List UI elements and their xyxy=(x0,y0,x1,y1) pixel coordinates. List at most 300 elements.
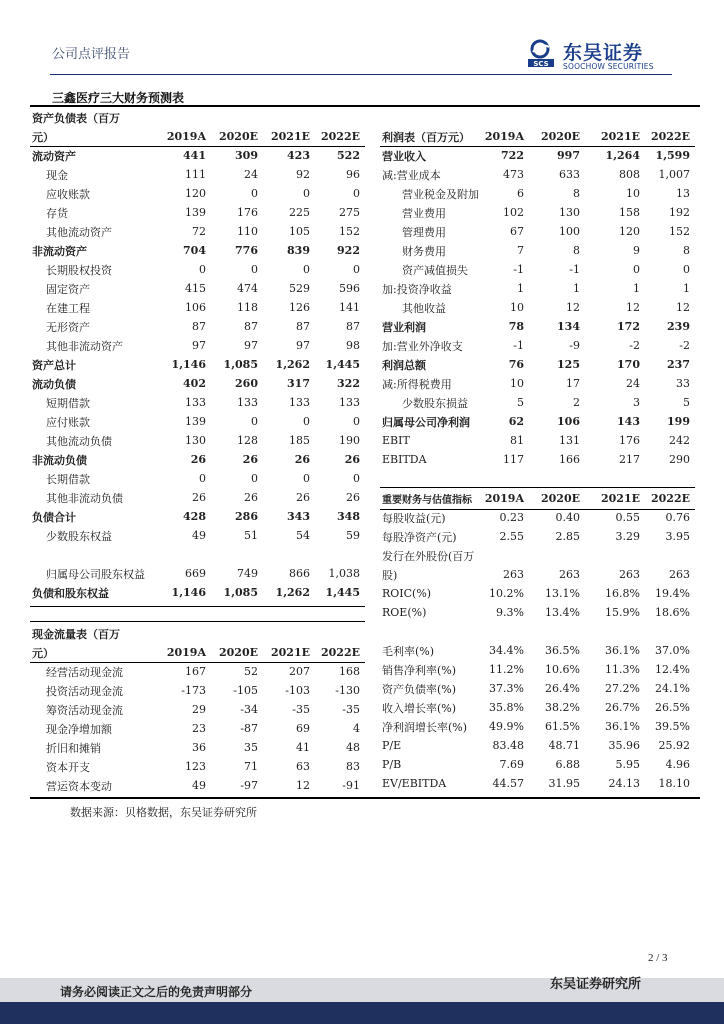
km-row-label: 发行在外股份(百万 xyxy=(382,549,475,563)
bs-cell: 111 xyxy=(185,168,206,181)
bs-cell: 98 xyxy=(346,339,360,352)
cf-year-header: 2021E xyxy=(271,646,310,659)
bs-row xyxy=(32,583,362,602)
km-cell: 13.1% xyxy=(545,587,580,600)
is-cell: 100 xyxy=(559,225,580,238)
is-cell: 8 xyxy=(573,244,580,257)
bs-cell: 87 xyxy=(192,320,206,333)
km-row-label: ROE(%) xyxy=(382,606,427,619)
bs-cell: 1,262 xyxy=(275,358,310,371)
is-cell: 1 xyxy=(573,282,580,295)
header-divider xyxy=(50,74,672,75)
is-cell: 10 xyxy=(510,377,524,390)
is-row xyxy=(382,146,692,165)
is-cell: 1,264 xyxy=(605,149,640,162)
bs-row xyxy=(32,184,362,203)
km-cell: 35.8% xyxy=(489,701,524,714)
bs-cell: 97 xyxy=(192,339,206,352)
bs-cell: 286 xyxy=(235,510,258,523)
km-cell: 61.5% xyxy=(545,720,580,733)
bs-cell: 0 xyxy=(303,263,310,276)
km-cell: 34.4% xyxy=(489,644,524,657)
is-row xyxy=(382,374,692,393)
is-cell: 239 xyxy=(667,320,690,333)
bs-row xyxy=(32,165,362,184)
is-row-label: EBIT xyxy=(382,434,410,447)
is-cell: 13 xyxy=(676,187,690,200)
is-row-label: 资产减值损失 xyxy=(402,263,468,277)
is-cell: 6 xyxy=(517,187,524,200)
cf-cell: 63 xyxy=(296,760,310,773)
bs-row-label: 资产总计 xyxy=(32,358,76,372)
km-row-label: P/E xyxy=(382,739,402,752)
cf-cell: 29 xyxy=(192,703,206,716)
disclaimer-notice: 请务必阅读正文之后的免责声明部分 xyxy=(60,985,253,999)
is-year-header: 2019A xyxy=(484,130,524,143)
is-row-label: 管理费用 xyxy=(402,225,446,239)
is-cell: -9 xyxy=(569,339,580,352)
bs-cell: 0 xyxy=(353,415,360,428)
km-cell: 36.1% xyxy=(605,720,640,733)
cf-cell: 12 xyxy=(296,779,310,792)
km-cell: 27.2% xyxy=(605,682,640,695)
is-row xyxy=(382,279,692,298)
is-cell: 1 xyxy=(633,282,640,295)
bs-cell: 105 xyxy=(289,225,310,238)
bs-row xyxy=(32,431,362,450)
is-row-label: 加:营业外净收支 xyxy=(382,339,463,353)
is-cell: 130 xyxy=(559,206,580,219)
bs-cell: 120 xyxy=(185,187,206,200)
bottom-rule xyxy=(30,797,700,799)
cf-cell: -91 xyxy=(342,779,360,792)
bs-cell: 51 xyxy=(244,529,258,542)
top-rule xyxy=(30,105,700,107)
is-row-label: 财务费用 xyxy=(402,244,446,258)
bs-row-label: 其他流动资产 xyxy=(46,225,112,239)
is-cell: 76 xyxy=(508,358,524,371)
km-cell: 26.4% xyxy=(545,682,580,695)
cf-row-label: 折旧和摊销 xyxy=(46,741,101,755)
income-statement-table xyxy=(382,127,692,469)
balance-sheet-table xyxy=(32,108,362,602)
km-title: 重要财务与估值指标 xyxy=(382,495,472,506)
is-cell: 199 xyxy=(667,415,690,428)
bs-cell: 110 xyxy=(237,225,258,238)
km-cell: 3.95 xyxy=(665,530,690,543)
is-cell: 10 xyxy=(626,187,640,200)
is-cell: 102 xyxy=(503,206,524,219)
km-header-row xyxy=(382,489,692,508)
km-cell: 6.88 xyxy=(555,758,580,771)
bs-row-label: 固定资产 xyxy=(46,282,90,296)
bs-cell: 309 xyxy=(235,149,258,162)
km-cell: 13.4% xyxy=(545,606,580,619)
is-cell: 117 xyxy=(503,453,524,466)
km-cell: 16.8% xyxy=(605,587,640,600)
is-cell: -1 xyxy=(569,263,580,276)
km-year-header: 2019A xyxy=(484,492,524,505)
bs-cell: 402 xyxy=(183,377,206,390)
km-cell: 4.96 xyxy=(665,758,690,771)
bs-cell: 922 xyxy=(337,244,360,257)
is-cell: 81 xyxy=(510,434,524,447)
is-row xyxy=(382,241,692,260)
cf-row xyxy=(32,681,362,700)
cf-cell: 35 xyxy=(244,741,258,754)
km-cell: 263 xyxy=(619,568,640,581)
km-cell: 24.13 xyxy=(608,777,640,790)
bs-row-label: 非流动资产 xyxy=(32,244,87,258)
bs-row xyxy=(32,355,362,374)
is-cell: 997 xyxy=(557,149,580,162)
bs-header-row xyxy=(32,127,362,146)
km-cell: 11.2% xyxy=(489,663,524,676)
logo-text-en: SOOCHOW SECURITIES xyxy=(563,62,654,71)
bs-cell: 130 xyxy=(185,434,206,447)
is-row-label: 归属母公司净利润 xyxy=(382,415,470,429)
bs-row xyxy=(32,393,362,412)
table-title: 三鑫医疗三大财务预测表 xyxy=(52,91,185,105)
bs-cell: 441 xyxy=(183,149,206,162)
is-cell: 172 xyxy=(617,320,640,333)
km-row-label: 销售净利率(%) xyxy=(382,663,457,677)
is-title: 利润表（百万元） xyxy=(382,130,470,144)
bs-cell: 133 xyxy=(289,396,310,409)
bs-year-header: 2021E xyxy=(271,130,310,143)
bs-cell: 529 xyxy=(289,282,310,295)
bs-cell: 260 xyxy=(235,377,258,390)
km-cell: 5.95 xyxy=(615,758,640,771)
bs-row xyxy=(32,260,362,279)
bs-cell: 428 xyxy=(183,510,206,523)
bs-row xyxy=(32,279,362,298)
km-cell: 0.76 xyxy=(665,511,690,524)
bs-bottom-rule xyxy=(30,606,365,607)
is-cell: 78 xyxy=(508,320,524,333)
is-cell: -1 xyxy=(513,263,524,276)
cf-title: 现金流量表（百万 xyxy=(32,627,120,641)
bs-row xyxy=(32,450,362,469)
bs-title-cont: 元） xyxy=(32,130,54,144)
is-cell: -1 xyxy=(513,339,524,352)
bs-cell: 118 xyxy=(237,301,258,314)
is-header-row xyxy=(382,127,692,146)
logo-text-cn: 东吴证券 xyxy=(563,42,644,64)
is-row xyxy=(382,203,692,222)
km-row-label: EV/EBITDA xyxy=(382,777,447,790)
cf-row-label: 资本开支 xyxy=(46,760,90,774)
cf-cell: -103 xyxy=(285,684,310,697)
bs-cell: 0 xyxy=(199,263,206,276)
bs-cell: 317 xyxy=(287,377,310,390)
km-cell: 36.5% xyxy=(545,644,580,657)
bs-cell: 106 xyxy=(185,301,206,314)
km-cell: 263 xyxy=(503,568,524,581)
km-cell: 48.71 xyxy=(548,739,580,752)
bs-cell: 126 xyxy=(289,301,310,314)
km-cell: 9.3% xyxy=(496,606,524,619)
km-cell: 0.40 xyxy=(555,511,580,524)
is-row-label: 营业利润 xyxy=(382,320,426,334)
bs-cell: 26 xyxy=(192,491,206,504)
cf-row xyxy=(32,662,362,681)
km-row-label: P/B xyxy=(382,758,402,771)
km-cell: 2.55 xyxy=(499,530,524,543)
is-row xyxy=(382,298,692,317)
is-cell: -2 xyxy=(629,339,640,352)
is-row-label: 加:投资净收益 xyxy=(382,282,452,296)
km-cell: 24.1% xyxy=(655,682,690,695)
cf-cell: -34 xyxy=(240,703,258,716)
bs-cell: 128 xyxy=(237,434,258,447)
is-cell: 9 xyxy=(633,244,640,257)
cf-cell: -173 xyxy=(181,684,206,697)
is-cell: 120 xyxy=(619,225,640,238)
km-row-label: 每股净资产(元) xyxy=(382,530,457,544)
is-cell: 17 xyxy=(566,377,580,390)
is-cell: 12 xyxy=(626,301,640,314)
bs-cell: 704 xyxy=(183,244,206,257)
km-cell: 3.29 xyxy=(615,530,640,543)
is-row-label: 营业费用 xyxy=(402,206,446,220)
bs-cell: 26 xyxy=(244,491,258,504)
is-cell: 7 xyxy=(517,244,524,257)
bs-cell: 87 xyxy=(346,320,360,333)
bs-title-row xyxy=(32,108,362,127)
bs-cell: 1,262 xyxy=(275,586,310,599)
is-cell: 0 xyxy=(683,263,690,276)
bs-row-label: 流动负债 xyxy=(32,377,76,391)
bs-row-label: 其他流动负债 xyxy=(46,434,112,448)
bs-row xyxy=(32,222,362,241)
cf-cell: 123 xyxy=(185,760,206,773)
km-row xyxy=(382,717,692,736)
cf-title-cont: 元） xyxy=(32,646,54,660)
bs-row xyxy=(32,507,362,526)
bs-cell: 26 xyxy=(296,491,310,504)
bs-cell: 26 xyxy=(344,453,360,466)
is-row-label: 营业收入 xyxy=(382,149,426,163)
cf-row xyxy=(32,700,362,719)
is-year-header: 2020E xyxy=(541,130,580,143)
is-row xyxy=(382,165,692,184)
km-cell: 263 xyxy=(669,568,690,581)
is-cell: 1,599 xyxy=(655,149,690,162)
is-cell: 242 xyxy=(669,434,690,447)
bs-cell: 415 xyxy=(185,282,206,295)
bs-row xyxy=(32,203,362,222)
cf-cell: 41 xyxy=(296,741,310,754)
cf-row xyxy=(32,757,362,776)
km-row xyxy=(382,660,692,679)
bs-cell: 0 xyxy=(353,472,360,485)
km-cell: 263 xyxy=(559,568,580,581)
cf-cell: -130 xyxy=(335,684,360,697)
km-year-header: 2021E xyxy=(601,492,640,505)
km-row-label: ROIC(%) xyxy=(382,587,432,600)
is-cell: -2 xyxy=(679,339,690,352)
bs-title: 资产负债表（百万 xyxy=(32,111,120,125)
km-row xyxy=(382,622,692,641)
cf-cell: -97 xyxy=(240,779,258,792)
is-cell: 134 xyxy=(557,320,580,333)
km-cell: 10.2% xyxy=(489,587,524,600)
bs-cell: 0 xyxy=(251,472,258,485)
cf-cell: 36 xyxy=(192,741,206,754)
km-cell: 2.85 xyxy=(555,530,580,543)
is-cell: 5 xyxy=(683,396,690,409)
bs-cell: 0 xyxy=(251,415,258,428)
is-cell: 5 xyxy=(517,396,524,409)
bs-row-label: 流动资产 xyxy=(32,149,76,163)
km-row xyxy=(382,508,692,527)
bs-cell: 26 xyxy=(294,453,310,466)
cf-row-label: 投资活动现金流 xyxy=(46,684,123,698)
bs-cell: 1,085 xyxy=(223,358,258,371)
is-cell: 1 xyxy=(683,282,690,295)
km-row xyxy=(382,584,692,603)
bs-cell: 225 xyxy=(289,206,310,219)
is-row xyxy=(382,317,692,336)
source-note: 数据来源：贝格数据，东吴证券研究所 xyxy=(70,806,257,819)
km-cell: 15.9% xyxy=(605,606,640,619)
bs-row-label: 在建工程 xyxy=(46,301,90,315)
is-cell: 125 xyxy=(557,358,580,371)
is-row xyxy=(382,336,692,355)
bs-cell: 1,146 xyxy=(171,358,206,371)
bs-row xyxy=(32,469,362,488)
is-row xyxy=(382,431,692,450)
is-cell: 166 xyxy=(559,453,580,466)
footer-firm-name: 东吴证券研究所 xyxy=(550,977,642,992)
km-row xyxy=(382,679,692,698)
bs-cell: 0 xyxy=(303,472,310,485)
bs-cell: 26 xyxy=(242,453,258,466)
bs-row xyxy=(32,526,362,545)
cf-row-label: 经营活动现金流 xyxy=(46,665,123,679)
bs-cell: 190 xyxy=(339,434,360,447)
bs-row xyxy=(32,241,362,260)
bs-cell: 1,038 xyxy=(328,567,360,580)
cash-flow-table xyxy=(32,624,362,795)
svg-text:SCS: SCS xyxy=(533,60,549,68)
cf-cell: 69 xyxy=(296,722,310,735)
is-cell: 158 xyxy=(619,206,640,219)
cf-row-label: 筹资活动现金流 xyxy=(46,703,123,717)
bs-cell: 97 xyxy=(244,339,258,352)
bs-row-label: 无形资产 xyxy=(46,320,90,334)
is-row-label: 利润总额 xyxy=(382,358,426,372)
cf-row xyxy=(32,719,362,738)
km-row-label: 毛利率(%) xyxy=(382,644,435,658)
km-cell: 26.5% xyxy=(655,701,690,714)
bs-row xyxy=(32,488,362,507)
cf-cell: 4 xyxy=(353,722,360,735)
bs-cell: 0 xyxy=(251,187,258,200)
is-cell: 192 xyxy=(669,206,690,219)
km-cell: 26.7% xyxy=(605,701,640,714)
is-row xyxy=(382,184,692,203)
km-row-label: 每股收益(元) xyxy=(382,511,446,525)
bs-cell: 0 xyxy=(353,187,360,200)
is-cell: 12 xyxy=(676,301,690,314)
is-cell: 170 xyxy=(617,358,640,371)
km-cell: 38.2% xyxy=(545,701,580,714)
km-cell: 83.48 xyxy=(492,739,524,752)
km-cell: 35.96 xyxy=(608,739,640,752)
bs-row-label: 负债和股东权益 xyxy=(32,586,109,600)
cf-year-header: 2022E xyxy=(321,646,360,659)
cf-cell: 168 xyxy=(339,665,360,678)
is-cell: 1,007 xyxy=(658,168,690,181)
bs-cell: 749 xyxy=(237,567,258,580)
is-cell: 33 xyxy=(676,377,690,390)
bs-cell: 133 xyxy=(237,396,258,409)
bs-row xyxy=(32,545,362,564)
bs-cell: 139 xyxy=(185,415,206,428)
bs-row-label: 短期借款 xyxy=(46,396,90,410)
is-cell: 1 xyxy=(517,282,524,295)
bs-cell: 185 xyxy=(289,434,310,447)
bs-cell: 0 xyxy=(251,263,258,276)
bs-cell: 1,146 xyxy=(171,586,206,599)
km-row-label: 收入增长率(%) xyxy=(382,701,457,715)
cf-cell: 71 xyxy=(244,760,258,773)
is-cell: 106 xyxy=(557,415,580,428)
km-cell: 19.4% xyxy=(655,587,690,600)
cf-cell: -87 xyxy=(240,722,258,735)
is-cell: 8 xyxy=(683,244,690,257)
bs-cell: 133 xyxy=(185,396,206,409)
km-row-label: 资产负债率(%) xyxy=(382,682,457,696)
bs-year-header: 2020E xyxy=(219,130,258,143)
bs-row-label: 应收账款 xyxy=(46,187,90,201)
bs-cell: 92 xyxy=(296,168,310,181)
bs-cell: 0 xyxy=(303,187,310,200)
km-cell: 10.6% xyxy=(545,663,580,676)
bs-row-label: 非流动负债 xyxy=(32,453,87,467)
bs-cell: 133 xyxy=(339,396,360,409)
bs-row xyxy=(32,146,362,165)
bs-cell: 522 xyxy=(337,149,360,162)
bs-cell: 343 xyxy=(287,510,310,523)
km-row-label: 股) xyxy=(382,568,398,582)
km-row-label: 净利润增长率(%) xyxy=(382,720,468,734)
bs-cell: 24 xyxy=(244,168,258,181)
cf-year-header: 2020E xyxy=(219,646,258,659)
bs-cell: 1,445 xyxy=(325,358,360,371)
is-year-header: 2021E xyxy=(601,130,640,143)
bs-row-label: 应付账款 xyxy=(46,415,90,429)
bs-cell: 669 xyxy=(185,567,206,580)
is-row-label: 营业税金及附加 xyxy=(402,187,479,201)
cf-year-header: 2019A xyxy=(166,646,206,659)
page-number: 2 / 3 xyxy=(648,952,668,964)
document-type-label: 公司点评报告 xyxy=(52,47,131,62)
cf-cell: 48 xyxy=(346,741,360,754)
bs-cell: 1,445 xyxy=(325,586,360,599)
bs-cell: 0 xyxy=(199,472,206,485)
bs-cell: 141 xyxy=(339,301,360,314)
bs-row xyxy=(32,317,362,336)
cf-cell: 207 xyxy=(289,665,310,678)
cf-cell: 83 xyxy=(346,760,360,773)
is-cell: 237 xyxy=(667,358,690,371)
cf-cell: 49 xyxy=(192,779,206,792)
km-cell: 11.3% xyxy=(605,663,640,676)
km-year-header: 2022E xyxy=(651,492,690,505)
